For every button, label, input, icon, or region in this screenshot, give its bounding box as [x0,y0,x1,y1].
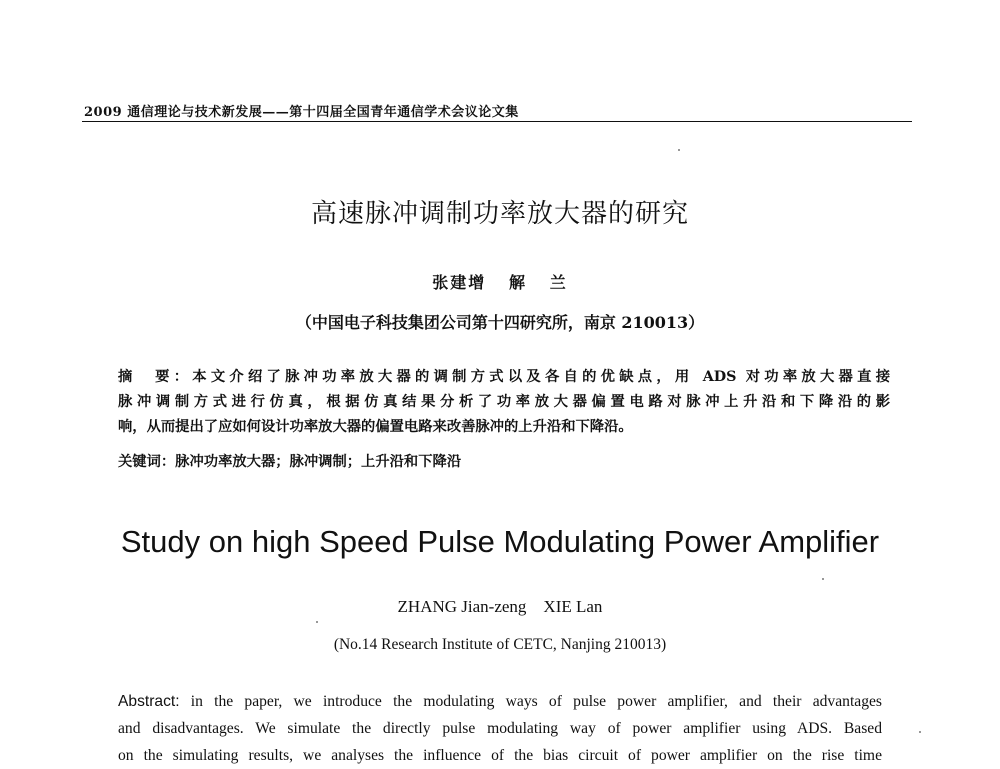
english-abstract-line [118,688,882,715]
english-abstract-line: and disadvantages. We simulate the directly pulse modulating way of power amplifier using ADS. Based [118,720,882,737]
header-rule [82,121,912,122]
scan-speck [678,149,680,151]
chinese-affiliation: （中国电子科技集团公司第十四研究所，南京 210013） [295,313,705,332]
scan-speck [822,578,824,580]
english-title: Study on high Speed Pulse Modulating Power Amplifier [120,524,880,559]
abstract-label: Abstract: [118,693,180,710]
scan-speck [316,621,318,623]
english-affiliation: (No.14 Research Institute of CETC, Nanjing 210013) [333,636,667,653]
chinese-authors: 张建增 解 兰 [432,273,568,292]
chinese-keywords: 关键词：脉冲功率放大器；脉冲调制；上升沿和下降沿 [118,454,462,470]
running-header: 2009 通信理论与技术新发展——第十四届全国青年通信学术会议论文集 [84,105,519,120]
chinese-abstract-line: 响，从而提出了应如何设计功率放大器的偏置电路来改善脉冲的上升沿和下降沿。 [118,419,633,435]
english-abstract-line: on the simulating results, we analyses the influence of the bias circuit of power amplifier on the rise time [118,747,882,764]
chinese-abstract-line: 脉冲调制方式进行仿真，根据仿真结果分析了功率放大器偏置电路对脉冲上升沿和下降沿的影 [118,394,890,410]
english-abstract-text: in the paper, we introduce the modulating ways of pulse power amplifier, and their advantages [179,693,882,710]
english-authors: ZHANG Jian-zeng XIE Lan [397,597,603,616]
english-abstract [118,688,882,769]
chinese-abstract [118,365,890,440]
chinese-abstract-line: 摘 要：本文介绍了脉冲功率放大器的调制方式以及各自的优缺点，用 ADS 对功率放大器直接 [118,369,890,385]
chinese-title: 高速脉冲调制功率放大器的研究 [310,199,689,229]
scan-speck [919,731,921,733]
